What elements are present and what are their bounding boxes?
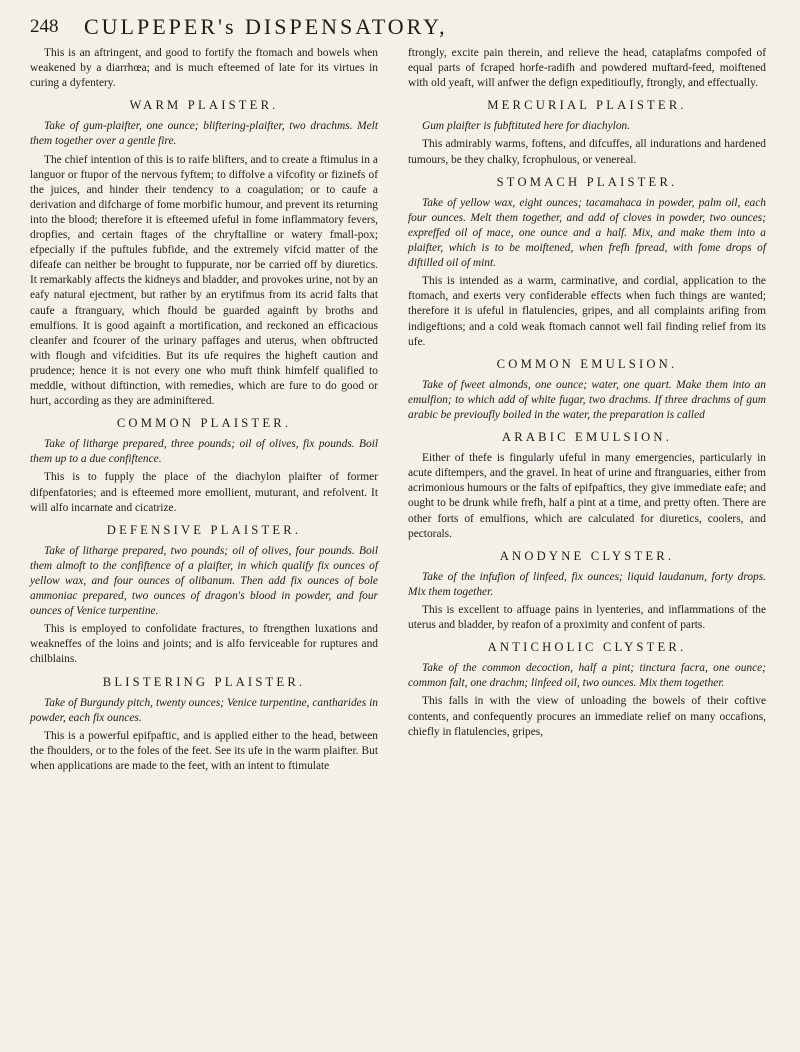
right-column xyxy=(408,46,766,743)
heading-anodyne-clyster: ANODYNE CLYSTER. xyxy=(499,548,675,563)
heading-defensive-plaister: DEFENSIVE PLAISTER. xyxy=(106,522,302,537)
recipe-common-emulsion: Take of fweet almonds, one ounce; water, one quart. Make them into an emulfion; to which add of white fugar, two drachms. If three drachms of gum arabic be previoufly boiled in the water, the preparation is called xyxy=(408,378,766,421)
heading-blistering-plaister: BLISTERING PLAISTER. xyxy=(102,674,306,689)
page-number: 248 xyxy=(30,16,59,37)
recipe-warm-plaister: Take of gum-plaifter, one ounce; bliftering-plaifter, two drachms. Melt them together over a gentle fire. xyxy=(30,120,378,148)
heading-stomach-plaister: STOMACH PLAISTER. xyxy=(496,174,678,189)
recipe-defensive-plaister: Take of litharge prepared, two pounds; oil of olives, four pounds. Boil them almoft to the confiftence of a plaifter, in which qualify fix ounces of yellow wax, and four ounces of olibanum. Then add fix ounces of bole ammoniac prepared, two ounces of dragon's blood in powder, and four ounces of Venice turpentine. xyxy=(30,544,378,618)
heading-common-plaister: COMMON PLAISTER. xyxy=(116,416,292,431)
paragraph-common-plaister: This is to fupply the place of the diachylon plaifter of former difpenfatories; and is efteemed more emollient, muturant, and refolvent. It will alfo incarnate and cicatrize. xyxy=(30,471,378,514)
recipe-stomach-plaister: Take of yellow wax, eight ounces; tacamahaca in powder, palm oil, each four ounces. Melt them together, and add of cloves in powder, two ounces; expreffed oil of mace, one ounce and a half. Mix, and make them into a plaifter, which is to be moiftened, when frefh fpread, with fome drops of diftilled oil of mint. xyxy=(408,196,766,270)
heading-anticholic-clyster: ANTICHOLIC CLYSTER. xyxy=(487,640,687,655)
paragraph-anticholic-clyster: This falls in with the view of unloading the bowels of their coftive contents, and confequently procures an immediate relief on many occafions, chiefly in flatulencies, gripes, xyxy=(408,695,766,738)
paragraph-blistering-plaister: This is a powerful epifpaftic, and is applied either to the head, between the fhoulders, or to the foles of the feet. See its ufe in the warm plaifter. But when applications are made to the feet, with an intent to ftimulate xyxy=(30,729,378,773)
recipe-blistering-plaister: Take of Burgundy pitch, twenty ounces; Venice turpentine, cantharides in powder, each fix ounces. xyxy=(30,696,378,724)
heading-warm-plaister: WARM PLAISTER. xyxy=(129,98,279,113)
heading-common-emulsion: COMMON EMULSION. xyxy=(496,356,678,371)
paragraph-warm-plaister: The chief intention of this is to raife blifters, and to create a ftimulus in a languor or ftupor of the nervous fyftem; to diffolve a vifcofity or fizinefs of the juices, and hinder their tendency to a coagulation; or to caufe a derivation and difcharge of fome morbific humour, and prevent its returning into the blood; therefore it is efteemed ufeful in fome inflammatory fevers, dropfies, and certain ftages of the chryftalline or watery fmall-pox; efpecially if the puftules fubfide, and the extremely vifcid matter of the difeafe can neither be brought to fuppurate, nor be carried off by diuretics. It remarkably affects the kidneys and bladder, and provokes urine, not by an eafy natural ejectment, but rather by an erytifmus from its acrid falts that caufe a ftranguary, which fhould be guarded againft by broths and emulfions. It is good againft a mortification, and reckoned an efficacious cleanfer and fcourer of the urinary paffages and uterus, when obftructed with flough and vifcidities. But its ufe requires the higheft caution and prudence; hence it is not every one who muft think himfelf qualified to meddle, without diftinction, with remedies, which are fure to do good or hurt, according as they are adminiftered. xyxy=(30,153,378,408)
page-header xyxy=(30,14,760,44)
paragraph-intro: This is an aftringent, and good to fortify the ftomach and bowels when weakened by a diarrhœa; and is much efteemed of late for its virtues in curing a dyfentery. xyxy=(30,47,378,90)
paragraph-arabic-emulsion: Either of thefe is fingularly ufeful in many emergencies, particularly in acute diftempers, and the gravel. In heat of urine and ftranguaries, either from acrimonious humours or the falts of epifpaftics, they give immediate eafe; and ought to be drunk while frefh, half a pint at a time, and pretty often. There are other forts of emulfions, which are calculated for diuretics, coolers, and pectorals. xyxy=(408,452,766,540)
paragraph-defensive-plaister: This is employed to confolidate fractures, to ftrengthen luxations and weakneffes of the loins and joints; and is alfo ferviceable for ruptures and chilblains. xyxy=(30,623,378,666)
recipe-mercurial-plaister: Gum plaifter is fubftituted here for diachylon. xyxy=(422,120,631,133)
left-column xyxy=(30,46,378,777)
paragraph-continued: ftrongly, excite pain therein, and relieve the head, cataplafms compofed of equal parts of fcraped horfe-radifh and powdered muftard-feed, moiftened with old yeaft, will anfwer the defign expeditioufly, ftrongly, and effectually. xyxy=(408,47,766,90)
recipe-anodyne-clyster: Take of the infufion of linfeed, fix ounces; liquid laudanum, forty drops. Mix them together. xyxy=(408,570,766,598)
recipe-common-plaister: Take of litharge prepared, three pounds; oil of olives, fix pounds. Boil them up to a due confiftence. xyxy=(30,438,378,466)
recipe-anticholic-clyster: Take of the common decoction, half a pint; tinctura facra, one ounce; common falt, one drachm; linfeed oil, two ounces. Mix them together. xyxy=(408,662,766,690)
paragraph-mercurial-plaister: This admirably warms, foftens, and difcuffes, all indurations and hardened tumours, be they chalky, fcrophulous, or venereal. xyxy=(408,138,766,166)
paragraph-stomach-plaister: This is intended as a warm, carminative, and cordial, application to the ftomach, and exerts very confiderable effects when fuch things are wanted; therefore it is ufeful in flatulencies, gripes, and all complaints arifing from indigeftions; and a cold weak ftomach cannot well fail finding relief from its ufe. xyxy=(408,275,766,348)
heading-arabic-emulsion: ARABIC EMULSION. xyxy=(501,430,673,445)
running-head: CULPEPER's DISPENSATORY, xyxy=(84,14,448,39)
heading-mercurial-plaister: MERCURIAL PLAISTER. xyxy=(487,98,687,113)
paragraph-anodyne-clyster: This is excellent to affuage pains in lyenteries, and inflammations of the uterus and bladder, by reafon of a proximity and confent of parts. xyxy=(408,604,766,632)
